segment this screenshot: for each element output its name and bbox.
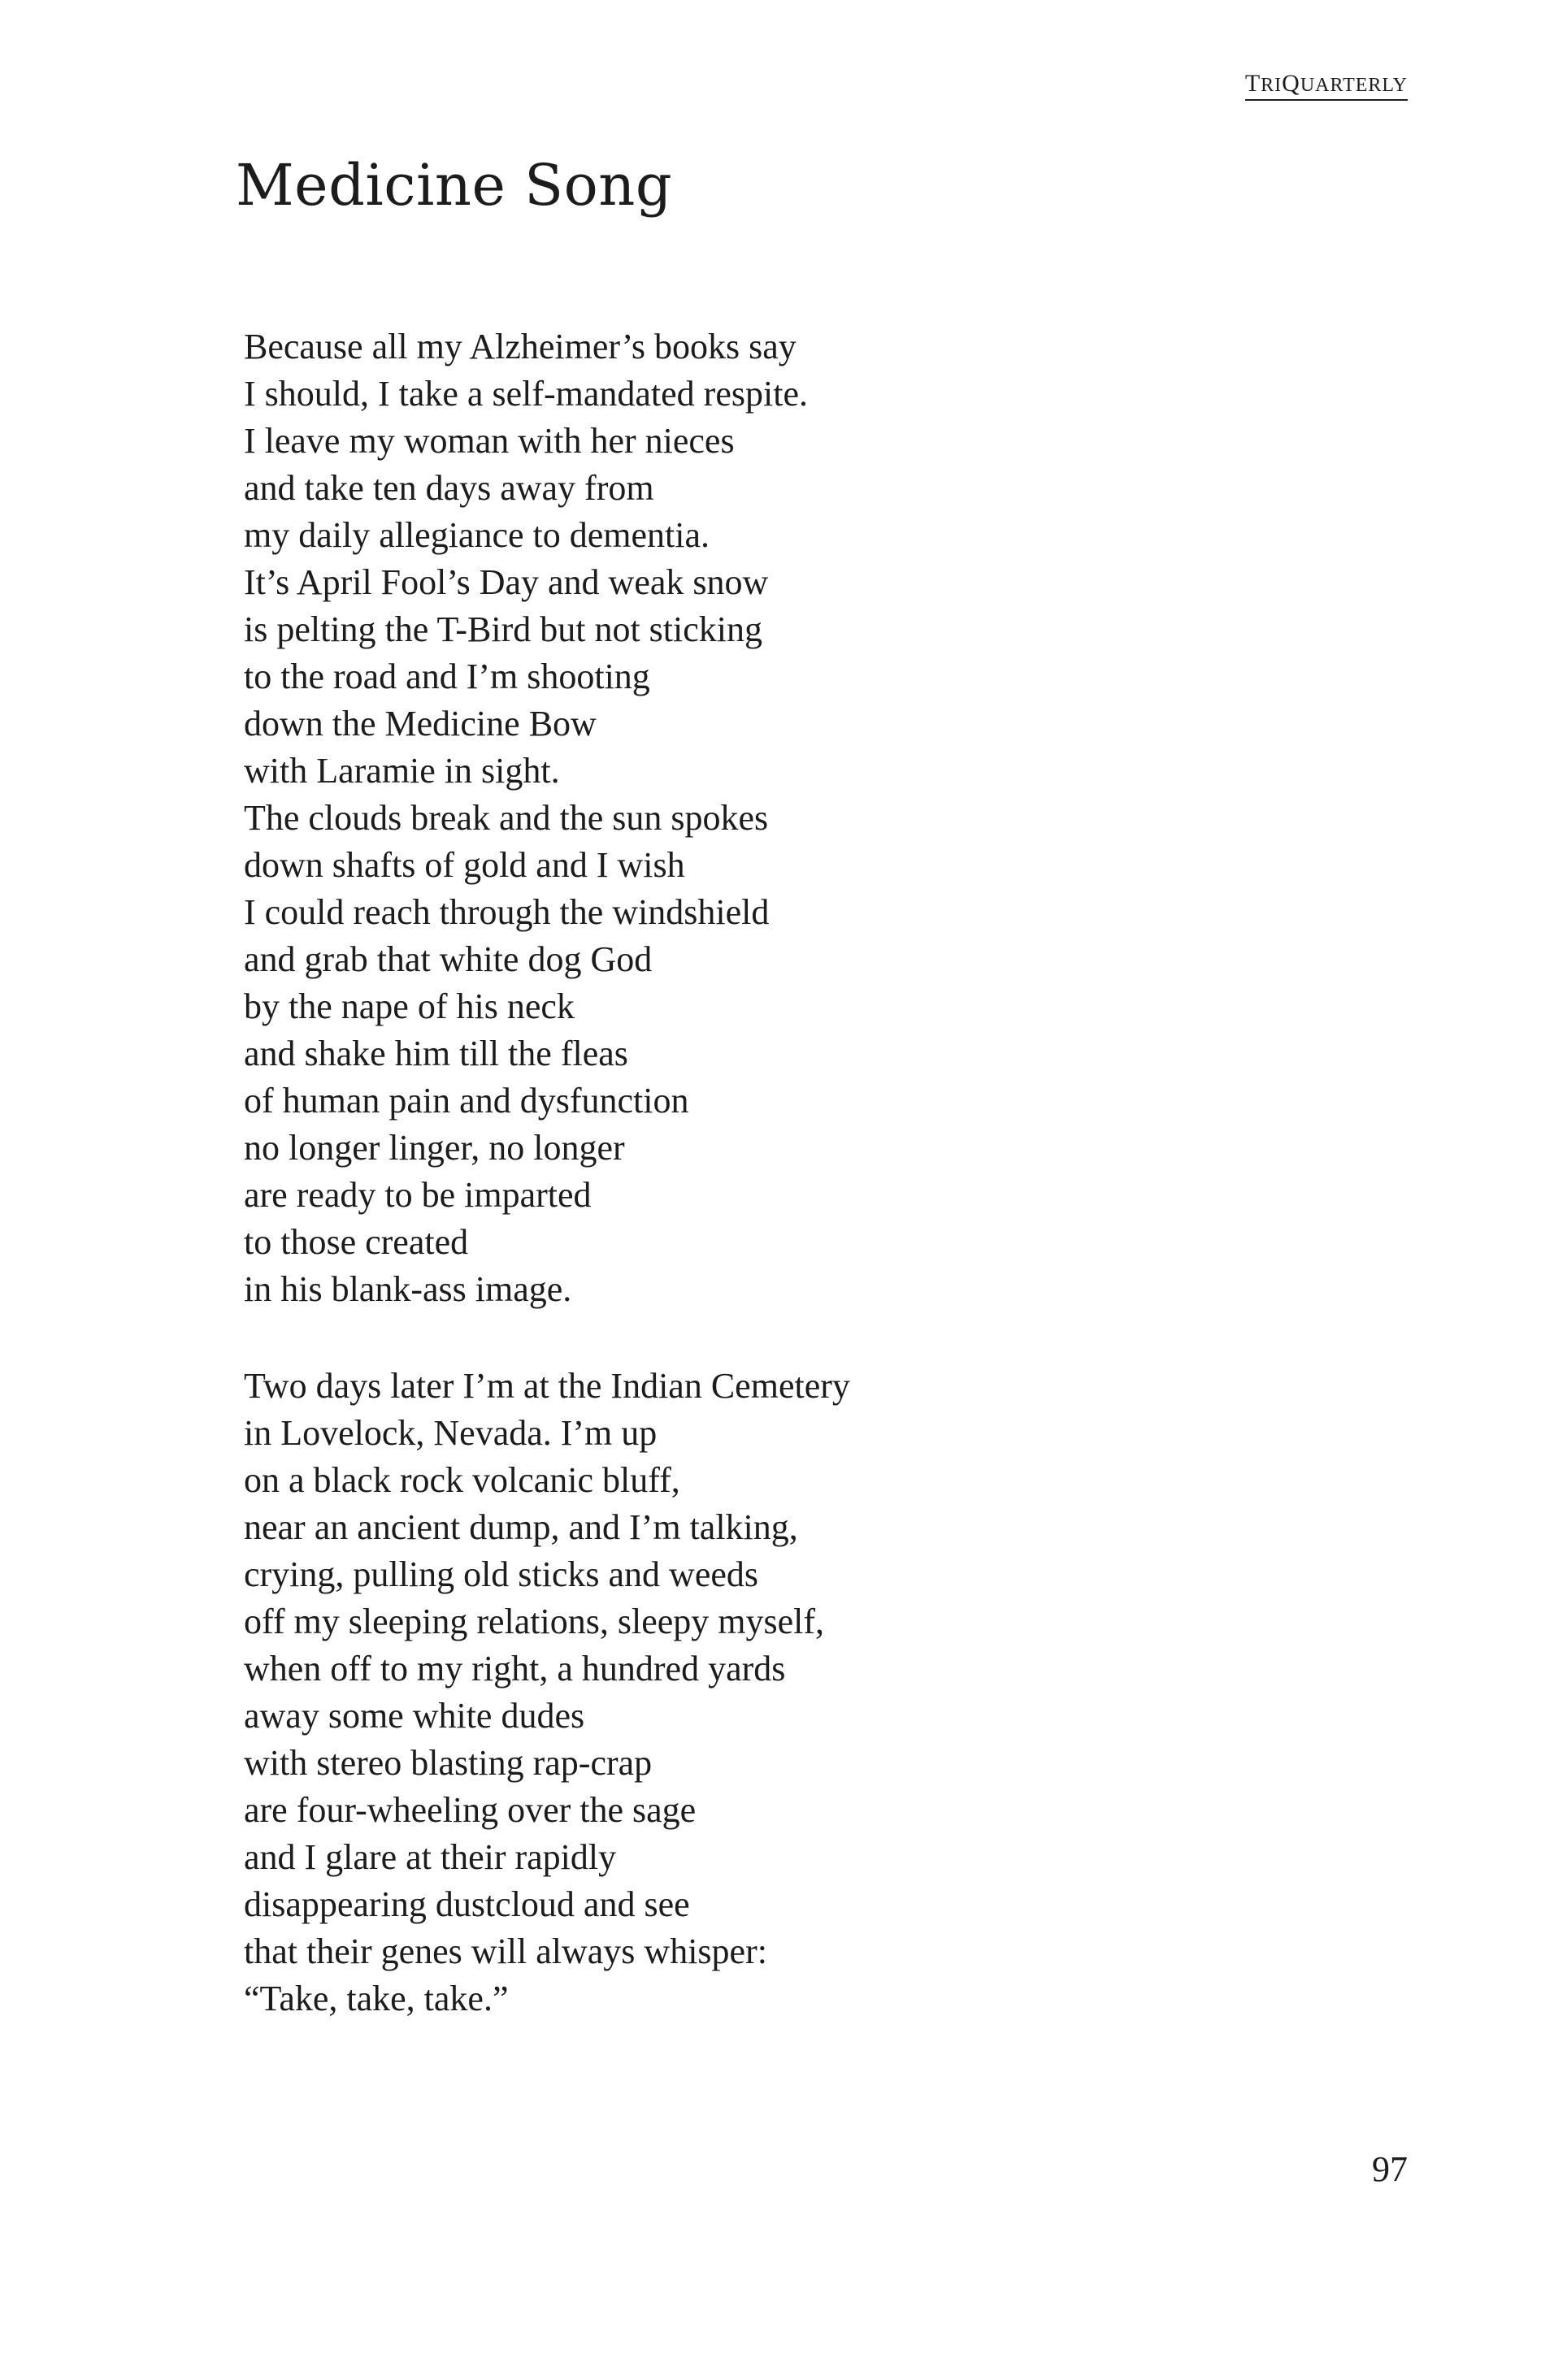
running-head-second-cap: Q [1282, 70, 1300, 97]
poem-title: Medicine Song [236, 152, 673, 219]
poem-line: to the road and I’m shooting [244, 657, 650, 696]
poem-line: Two days later I’m at the Indian Cemetery [244, 1366, 850, 1406]
poem-line: are four-wheeling over the sage [244, 1790, 697, 1830]
poem-line: down the Medicine Bow [244, 704, 597, 743]
poem-line: and shake him till the fleas [244, 1034, 628, 1073]
poem-line: on a black rock volcanic bluff, [244, 1460, 680, 1500]
poem-line: by the nape of his neck [244, 986, 575, 1026]
poem-line: is pelting the T-Bird but not sticking [244, 609, 762, 649]
stanza-1 [244, 323, 808, 1313]
poem-line: I should, I take a self-mandated respite. [244, 374, 808, 414]
poem-line: are ready to be imparted [244, 1175, 592, 1215]
poem-line: off my sleeping relations, sleepy myself, [244, 1602, 825, 1641]
poem-line: that their genes will always whisper: [244, 1931, 767, 1971]
poem-line: to those created [244, 1222, 469, 1262]
poem-line: with stereo blasting rap-crap [244, 1743, 653, 1783]
poem-line: away some white dudes [244, 1696, 585, 1736]
poem-line: disappearing dustcloud and see [244, 1884, 690, 1924]
poem-line: crying, pulling old sticks and weeds [244, 1554, 759, 1594]
stanza-2 [244, 1363, 850, 2022]
poem-line: It’s April Fool’s Day and weak snow [244, 562, 769, 602]
poem-line: near an ancient dump, and I’m talking, [244, 1507, 798, 1547]
poem-line: The clouds break and the sun spokes [244, 798, 769, 838]
poem-line: and I glare at their rapidly [244, 1837, 617, 1877]
running-head-second-rest: UARTERLY [1300, 75, 1408, 96]
poem-line: with Laramie in sight. [244, 751, 560, 791]
page-number: 97 [1372, 2149, 1408, 2189]
poem-line: I leave my woman with her nieces [244, 421, 735, 461]
poem-line: I could reach through the windshield [244, 892, 770, 932]
poem-line: down shafts of gold and I wish [244, 845, 685, 885]
poem-line: “Take, take, take.” [244, 1979, 509, 2018]
running-head-first-cap: T [1244, 70, 1261, 97]
running-head [1245, 72, 1408, 101]
poem-line: and grab that white dog God [244, 939, 653, 979]
poem-line: Because all my Alzheimer’s books say [244, 327, 797, 366]
poem-line: my daily allegiance to dementia. [244, 515, 710, 555]
poem-line: in his blank-ass image. [244, 1269, 572, 1309]
poem-line: when off to my right, a hundred yards [244, 1649, 786, 1689]
poem-line: of human pain and dysfunction [244, 1081, 689, 1121]
poem-line: and take ten days away from [244, 468, 654, 508]
poem-line: in Lovelock, Nevada. I’m up [244, 1413, 658, 1453]
poem-line: no longer linger, no longer [244, 1128, 625, 1168]
running-head-first-rest: RI [1261, 75, 1283, 96]
